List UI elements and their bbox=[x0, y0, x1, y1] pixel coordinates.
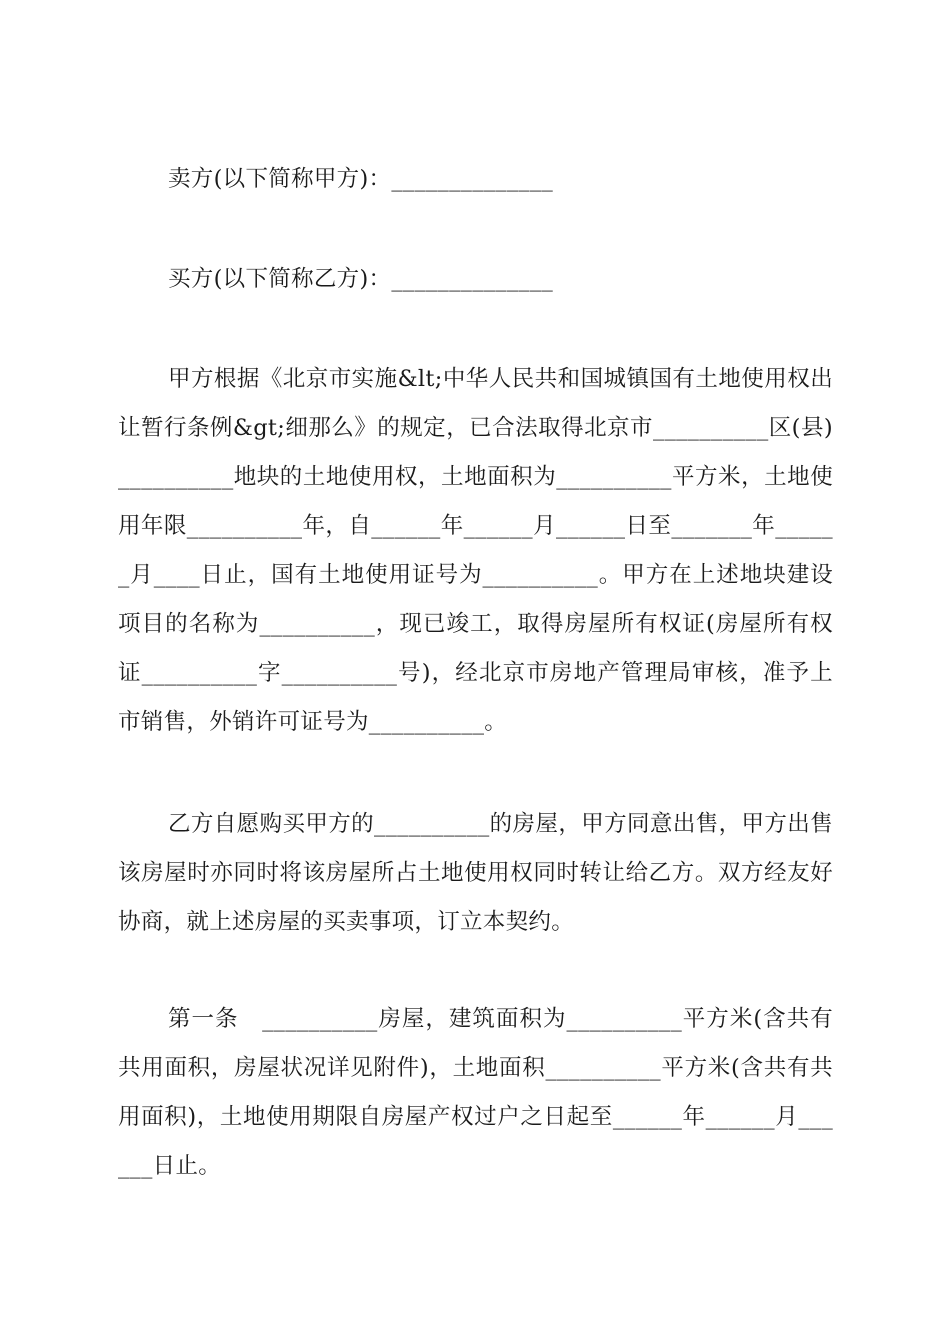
intro-paragraph: 甲方根据《北京市实施&lt;中华人民共和国城镇国有土地使用权出让暂行条例&gt;细那么》的规定，已合法取得北京市__________区(县)__________地块的土地使用权，土地面积为__________平方米，土地使用年限__________年，自______年______月______日至_______年______月____日止，国有土地使用证号为__________。甲方在上述地块建设项目的名称为__________，现已竣工，取得房屋所有权证(房屋所有权证__________字__________号)，经北京市房地产管理局审核，准予上市销售，外销许可证号为__________。 bbox=[118, 366, 833, 735]
seller-line: 卖方(以下简称甲方)：______________ bbox=[168, 166, 554, 192]
buyer-line: 买方(以下简称乙方)：______________ bbox=[168, 266, 554, 292]
agreement-paragraph: 乙方自愿购买甲方的__________的房屋，甲方同意出售，甲方出售该房屋时亦同时将该房屋所占土地使用权同时转让给乙方。双方经友好协商，就上述房屋的买卖事项，订立本契约。 bbox=[118, 811, 833, 935]
article-one-paragraph: 第一条 __________房屋，建筑面积为__________平方米(含共有共用面积，房屋状况详见附件)，土地面积__________平方米(含共有共用面积)，土地使用期限自房屋产权过户之日起至______年______月______日止。 bbox=[118, 1006, 833, 1179]
